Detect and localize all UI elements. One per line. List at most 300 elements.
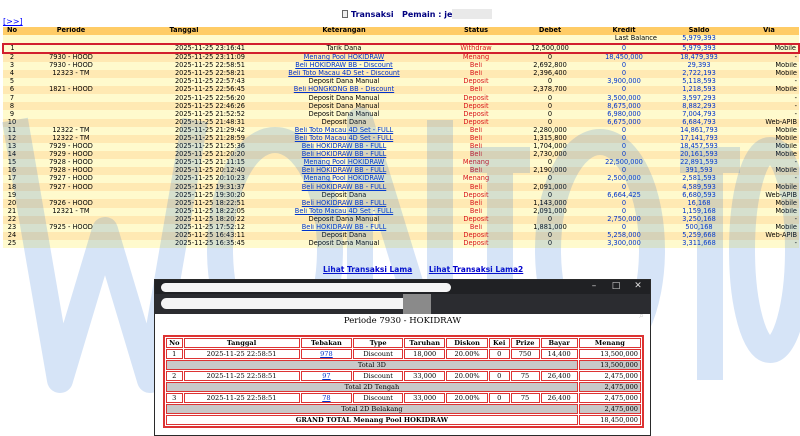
row-tanggal: 2025-11-25 19:30:20 bbox=[121, 191, 247, 199]
row-no: 12 bbox=[3, 135, 21, 143]
row-saldo: 22,891,593 bbox=[659, 159, 739, 167]
bet-tebakan[interactable]: 978 bbox=[301, 349, 353, 359]
row-kredit: 8,675,000 bbox=[589, 102, 659, 110]
bet-header-bayar: Bayar bbox=[541, 338, 578, 348]
bet-diskon: 20.00% bbox=[446, 349, 487, 359]
row-periode: 7928 - HOOD bbox=[21, 167, 121, 175]
redacted-url[interactable] bbox=[161, 298, 411, 309]
bet-header-taruhan: Taruhan bbox=[404, 338, 445, 348]
row-periode: 12323 - TM bbox=[21, 70, 121, 78]
row-periode bbox=[21, 110, 121, 118]
zoom-icon[interactable]: ⌕ bbox=[638, 311, 644, 321]
row-tanggal: 2025-11-25 20:10:23 bbox=[121, 175, 247, 183]
row-no: 25 bbox=[3, 240, 21, 248]
row-tanggal: 2025-11-25 16:35:45 bbox=[121, 240, 247, 248]
bet-taruhan: 33,000 bbox=[404, 371, 445, 381]
row-status: Beli bbox=[441, 151, 511, 159]
table-row bbox=[3, 199, 799, 207]
row-debet: 0 bbox=[511, 53, 589, 62]
row-no: 22 bbox=[3, 216, 21, 224]
row-keterangan[interactable]: Beli Toto Macau 4D Set - FULL bbox=[247, 208, 441, 216]
row-saldo: 29,393 bbox=[659, 62, 739, 70]
row-saldo: 17,141,793 bbox=[659, 135, 739, 143]
row-via: Mobile bbox=[739, 44, 799, 54]
row-keterangan[interactable]: Beli Toto Macau 4D Set - FULL bbox=[247, 127, 441, 135]
row-kredit: 6,980,000 bbox=[589, 110, 659, 118]
row-via: Mobile bbox=[739, 70, 799, 78]
bet-bayar: 26,400 bbox=[541, 371, 578, 381]
row-status: Beli bbox=[441, 86, 511, 94]
bet-total-value: 2,475,000 bbox=[579, 382, 641, 392]
row-tanggal: 2025-11-25 22:58:21 bbox=[121, 70, 247, 78]
table-header bbox=[3, 27, 799, 35]
bet-total-value: 13,500,000 bbox=[579, 360, 641, 370]
row-saldo: 7,004,793 bbox=[659, 110, 739, 118]
table-row bbox=[3, 167, 799, 175]
row-saldo: 391,593 bbox=[659, 167, 739, 175]
row-periode bbox=[21, 102, 121, 110]
row-keterangan[interactable]: Menang Pool HOKIDRAW bbox=[247, 159, 441, 167]
transaction-table bbox=[2, 27, 800, 248]
row-via: - bbox=[739, 78, 799, 86]
row-saldo: 18,457,593 bbox=[659, 143, 739, 151]
row-no: 5 bbox=[3, 78, 21, 86]
row-kredit: 0 bbox=[589, 70, 659, 78]
close-icon[interactable]: ✕ bbox=[634, 281, 642, 291]
row-no: 24 bbox=[3, 232, 21, 240]
row-status: Deposit bbox=[441, 232, 511, 240]
row-keterangan[interactable]: Beli HOKIDRAW BB - Discount bbox=[247, 62, 441, 70]
bet-prize: 75 bbox=[511, 393, 540, 403]
column-header-debet: Debet bbox=[511, 27, 589, 35]
row-saldo: 3,250,168 bbox=[659, 216, 739, 224]
row-kredit: 0 bbox=[589, 183, 659, 191]
row-keterangan[interactable]: Menang Pool HOKIDRAW bbox=[247, 53, 441, 62]
row-tanggal: 2025-11-25 18:20:22 bbox=[121, 216, 247, 224]
bet-table-header bbox=[166, 338, 641, 348]
row-status: Withdraw bbox=[441, 44, 511, 54]
bet-bayar: 26,400 bbox=[541, 393, 578, 403]
page-title: Transaksi Pemain : je bbox=[342, 9, 492, 19]
bet-header-tebakan: Tebakan bbox=[301, 338, 353, 348]
table-row bbox=[3, 86, 799, 94]
row-kredit: 0 bbox=[589, 127, 659, 135]
row-keterangan: Deposit Dana bbox=[247, 232, 441, 240]
column-header-saldo: Saldo bbox=[659, 27, 739, 35]
row-kredit: 6,675,000 bbox=[589, 119, 659, 127]
row-via: Mobile bbox=[739, 62, 799, 70]
row-keterangan: Deposit Dana Manual bbox=[247, 110, 441, 118]
row-saldo: 1,218,593 bbox=[659, 86, 739, 94]
row-via: - bbox=[739, 159, 799, 167]
row-via: Mobile bbox=[739, 86, 799, 94]
row-no: 4 bbox=[3, 70, 21, 78]
grand-total-value: 18,450,000 bbox=[579, 415, 641, 425]
grand-total-label: GRAND TOTAL Menang Pool HOKIDRAW bbox=[166, 415, 578, 425]
row-status: Beli bbox=[441, 127, 511, 135]
row-status: Deposit bbox=[441, 94, 511, 102]
row-no: 19 bbox=[3, 191, 21, 199]
row-kredit: 0 bbox=[589, 86, 659, 94]
row-status: Beli bbox=[441, 199, 511, 207]
bet-header-prize: Prize bbox=[511, 338, 540, 348]
row-debet: 1,704,000 bbox=[511, 143, 589, 151]
row-no: 2 bbox=[3, 53, 21, 62]
bet-kei: 0 bbox=[489, 349, 510, 359]
bet-no: 3 bbox=[166, 393, 183, 403]
table-row bbox=[3, 127, 799, 135]
row-tanggal: 2025-11-25 22:46:26 bbox=[121, 102, 247, 110]
row-saldo: 3,311,668 bbox=[659, 240, 739, 248]
table-row bbox=[3, 53, 799, 62]
row-periode: 1821 - HOOD bbox=[21, 86, 121, 94]
bet-total-row bbox=[166, 360, 641, 370]
row-kredit: 0 bbox=[589, 208, 659, 216]
row-via: Web-APIB bbox=[739, 191, 799, 199]
row-keterangan[interactable]: Beli HOKIDRAW BB - FULL bbox=[247, 167, 441, 175]
row-kredit: 22,500,000 bbox=[589, 159, 659, 167]
row-keterangan: Deposit Dana bbox=[247, 191, 441, 199]
row-saldo: 1,159,168 bbox=[659, 208, 739, 216]
row-tanggal: 2025-11-25 21:52:52 bbox=[121, 110, 247, 118]
row-via: - bbox=[739, 175, 799, 183]
last-balance-label: Last Balance bbox=[3, 35, 659, 44]
row-no: 8 bbox=[3, 102, 21, 110]
row-no: 15 bbox=[3, 159, 21, 167]
row-saldo: 18,479,393 bbox=[659, 53, 739, 62]
row-keterangan: Deposit Dana Manual bbox=[247, 240, 441, 248]
row-saldo: 8,882,293 bbox=[659, 102, 739, 110]
document-icon bbox=[342, 10, 348, 18]
row-tanggal: 2025-11-25 21:48:31 bbox=[121, 119, 247, 127]
column-header-status: Status bbox=[441, 27, 511, 35]
row-periode: 12321 - TM bbox=[21, 208, 121, 216]
row-debet: 12,500,000 bbox=[511, 44, 589, 54]
row-via: Mobile bbox=[739, 127, 799, 135]
row-via: Mobile bbox=[739, 199, 799, 207]
row-keterangan[interactable]: Beli HOKIDRAW BB - FULL bbox=[247, 151, 441, 159]
table-row bbox=[3, 208, 799, 216]
row-tanggal: 2025-11-25 21:11:15 bbox=[121, 159, 247, 167]
row-debet: 0 bbox=[511, 240, 589, 248]
row-no: 18 bbox=[3, 183, 21, 191]
row-debet: 1,143,000 bbox=[511, 199, 589, 207]
popup-titlebar bbox=[155, 280, 650, 294]
row-via: Mobile bbox=[739, 151, 799, 159]
row-debet: 0 bbox=[511, 94, 589, 102]
grand-total-row bbox=[166, 415, 641, 425]
row-via: Mobile bbox=[739, 183, 799, 191]
bet-row bbox=[166, 371, 641, 381]
row-via: Web-APIB bbox=[739, 119, 799, 127]
bet-kei: 0 bbox=[489, 393, 510, 403]
old-transactions-link[interactable]: Lihat Transaksi Lama bbox=[323, 265, 413, 274]
row-periode bbox=[21, 44, 121, 54]
row-debet: 0 bbox=[511, 175, 589, 183]
row-no: 21 bbox=[3, 208, 21, 216]
bet-tanggal: 2025-11-25 22:58:51 bbox=[184, 371, 300, 381]
row-status: Deposit bbox=[441, 78, 511, 86]
row-kredit: 6,664,425 bbox=[589, 191, 659, 199]
table-body bbox=[3, 35, 799, 248]
row-keterangan: Deposit Dana Manual bbox=[247, 102, 441, 110]
bet-header-kei: Kei bbox=[489, 338, 510, 348]
bet-total-label: Total 2D Belakang bbox=[166, 404, 578, 414]
row-no: 14 bbox=[3, 151, 21, 159]
row-status: Menang bbox=[441, 159, 511, 167]
bet-total-value: 2,475,000 bbox=[579, 404, 641, 414]
row-no: 10 bbox=[3, 119, 21, 127]
bet-type: Discount bbox=[353, 349, 403, 359]
bet-diskon: 20.00% bbox=[446, 371, 487, 381]
table-row bbox=[3, 44, 799, 54]
row-tanggal: 2025-11-25 23:11:09 bbox=[121, 53, 247, 62]
row-keterangan: Deposit Dana Manual bbox=[247, 216, 441, 224]
row-tanggal: 2025-11-25 18:22:51 bbox=[121, 199, 247, 207]
row-keterangan[interactable]: Beli Toto Macau 4D Set - FULL bbox=[247, 135, 441, 143]
row-no: 17 bbox=[3, 175, 21, 183]
row-status: Beli bbox=[441, 135, 511, 143]
row-tanggal: 2025-11-25 21:29:42 bbox=[121, 127, 247, 135]
table-row bbox=[3, 175, 799, 183]
row-periode: 7930 - HOOD bbox=[21, 53, 121, 62]
row-saldo: 6,684,793 bbox=[659, 119, 739, 127]
row-debet: 1,315,800 bbox=[511, 135, 589, 143]
bet-menang: 2,475,000 bbox=[579, 371, 641, 381]
redacted-block bbox=[403, 294, 431, 314]
row-periode: 7930 - HOOD bbox=[21, 62, 121, 70]
row-via: - bbox=[739, 94, 799, 102]
row-periode bbox=[21, 78, 121, 86]
row-kredit: 3,300,000 bbox=[589, 240, 659, 248]
row-debet: 0 bbox=[511, 78, 589, 86]
row-kredit: 0 bbox=[589, 224, 659, 232]
table-row bbox=[3, 78, 799, 86]
bet-header-type: Type bbox=[353, 338, 403, 348]
row-status: Menang bbox=[441, 175, 511, 183]
back-link[interactable]: [>>] bbox=[3, 17, 23, 26]
row-saldo: 5,259,668 bbox=[659, 232, 739, 240]
row-keterangan[interactable]: Beli HOKIDRAW BB - FULL bbox=[247, 143, 441, 151]
row-saldo: 3,597,293 bbox=[659, 94, 739, 102]
row-periode: 7929 - HOOD bbox=[21, 143, 121, 151]
row-saldo: 500,168 bbox=[659, 224, 739, 232]
row-debet: 0 bbox=[511, 119, 589, 127]
row-periode: 7925 - HOOD bbox=[21, 224, 121, 232]
row-debet: 0 bbox=[511, 232, 589, 240]
row-tanggal: 2025-11-25 22:56:20 bbox=[121, 94, 247, 102]
bet-kei: 0 bbox=[489, 371, 510, 381]
row-keterangan[interactable]: Beli HOKIDRAW BB - FULL bbox=[247, 183, 441, 191]
row-keterangan[interactable]: Beli HONGKONG BB - Discount bbox=[247, 86, 441, 94]
bet-taruhan: 33,000 bbox=[404, 393, 445, 403]
row-saldo: 4,589,593 bbox=[659, 183, 739, 191]
table-row bbox=[3, 119, 799, 127]
bet-menang: 2,475,000 bbox=[579, 393, 641, 403]
row-no: 3 bbox=[3, 62, 21, 70]
row-periode bbox=[21, 216, 121, 224]
row-debet: 0 bbox=[511, 102, 589, 110]
row-status: Deposit bbox=[441, 216, 511, 224]
minimize-icon[interactable]: – bbox=[591, 281, 597, 291]
row-via: - bbox=[739, 110, 799, 118]
table-row bbox=[3, 240, 799, 248]
row-status: Beli bbox=[441, 70, 511, 78]
row-tanggal: 2025-11-25 22:57:43 bbox=[121, 78, 247, 86]
player-label: Pemain : je bbox=[401, 10, 453, 19]
row-tanggal: 2025-11-25 18:22:05 bbox=[121, 208, 247, 216]
bet-total-row bbox=[166, 404, 641, 414]
row-saldo: 16,168 bbox=[659, 199, 739, 207]
row-kredit: 18,450,000 bbox=[589, 53, 659, 62]
row-no: 13 bbox=[3, 143, 21, 151]
last-balance-value: 5,979,393 bbox=[659, 35, 739, 44]
older-transactions-link[interactable]: Lihat Transaksi Lama2 bbox=[428, 265, 524, 274]
row-no: 16 bbox=[3, 167, 21, 175]
row-periode bbox=[21, 191, 121, 199]
row-keterangan: Deposit Dana bbox=[247, 119, 441, 127]
row-tanggal: 2025-11-25 21:28:59 bbox=[121, 135, 247, 143]
row-kredit: 2,750,000 bbox=[589, 216, 659, 224]
row-status: Beli bbox=[441, 224, 511, 232]
table-row bbox=[3, 135, 799, 143]
bet-diskon: 20.00% bbox=[446, 393, 487, 403]
top-bar bbox=[0, 0, 800, 26]
table-row bbox=[3, 151, 799, 159]
row-status: Beli bbox=[441, 183, 511, 191]
row-status: Beli bbox=[441, 62, 511, 70]
row-status: Deposit bbox=[441, 102, 511, 110]
row-no: 11 bbox=[3, 127, 21, 135]
row-debet: 0 bbox=[511, 216, 589, 224]
column-header-kredit: Kredit bbox=[589, 27, 659, 35]
table-row bbox=[3, 110, 799, 118]
bet-prize: 75 bbox=[511, 371, 540, 381]
row-periode: 12322 - TM bbox=[21, 127, 121, 135]
row-periode: 7929 - HOOD bbox=[21, 151, 121, 159]
table-row bbox=[3, 191, 799, 199]
row-via: - bbox=[739, 53, 799, 62]
row-via: Mobile bbox=[739, 135, 799, 143]
row-debet: 2,280,000 bbox=[511, 127, 589, 135]
row-debet: 2,730,000 bbox=[511, 151, 589, 159]
column-header-via: Via bbox=[739, 27, 799, 35]
row-kredit: 5,258,000 bbox=[589, 232, 659, 240]
row-via: Mobile bbox=[739, 143, 799, 151]
row-debet: 2,692,800 bbox=[511, 62, 589, 70]
row-periode bbox=[21, 119, 121, 127]
bet-total-label: Total 3D bbox=[166, 360, 578, 370]
row-keterangan[interactable]: Beli Toto Macau 4D Set - Discount bbox=[247, 70, 441, 78]
row-saldo: 6,680,593 bbox=[659, 191, 739, 199]
row-debet: 2,091,000 bbox=[511, 183, 589, 191]
row-via: Web-APIB bbox=[739, 232, 799, 240]
row-saldo: 5,979,393 bbox=[659, 44, 739, 54]
row-debet: 1,881,000 bbox=[511, 224, 589, 232]
row-saldo: 5,118,593 bbox=[659, 78, 739, 86]
column-header-periode: Periode bbox=[21, 27, 121, 35]
bet-tanggal: 2025-11-25 22:58:51 bbox=[184, 393, 300, 403]
bet-total-row bbox=[166, 382, 641, 392]
row-keterangan[interactable]: Beli HOKIDRAW BB - FULL bbox=[247, 224, 441, 232]
row-via: Mobile bbox=[739, 224, 799, 232]
row-status: Menang bbox=[441, 53, 511, 62]
row-saldo: 2,722,193 bbox=[659, 70, 739, 78]
bet-type: Discount bbox=[353, 371, 403, 381]
table-row bbox=[3, 94, 799, 102]
row-status: Deposit bbox=[441, 240, 511, 248]
bet-menang: 13,500,000 bbox=[579, 349, 641, 359]
bet-header-tanggal: Tanggal bbox=[184, 338, 300, 348]
row-tanggal: 2025-11-25 17:52:12 bbox=[121, 224, 247, 232]
bet-row bbox=[166, 393, 641, 403]
bet-tebakan[interactable]: 78 bbox=[301, 393, 353, 403]
row-no: 6 bbox=[3, 86, 21, 94]
bet-tebakan[interactable]: 97 bbox=[301, 371, 353, 381]
row-status: Beli bbox=[441, 167, 511, 175]
row-kredit: 0 bbox=[589, 151, 659, 159]
table-row bbox=[3, 62, 799, 70]
row-saldo: 14,861,793 bbox=[659, 127, 739, 135]
row-kredit: 3,500,000 bbox=[589, 94, 659, 102]
row-keterangan[interactable]: Beli HOKIDRAW BB - FULL bbox=[247, 199, 441, 207]
row-periode bbox=[21, 94, 121, 102]
row-status: Deposit bbox=[441, 191, 511, 199]
row-periode: 7927 - HOOD bbox=[21, 175, 121, 183]
column-header-tanggal: Tanggal bbox=[121, 27, 247, 35]
table-row bbox=[3, 70, 799, 78]
table-row bbox=[3, 102, 799, 110]
bet-no: 1 bbox=[166, 349, 183, 359]
row-via: Mobile bbox=[739, 208, 799, 216]
row-debet: 2,378,700 bbox=[511, 86, 589, 94]
bet-taruhan: 18,000 bbox=[404, 349, 445, 359]
row-via: - bbox=[739, 240, 799, 248]
bet-detail-popup bbox=[154, 279, 651, 436]
bet-table bbox=[163, 335, 644, 428]
row-via: Mobile bbox=[739, 167, 799, 175]
table-row bbox=[3, 232, 799, 240]
row-no: 23 bbox=[3, 224, 21, 232]
maximize-icon[interactable]: □ bbox=[611, 281, 621, 291]
table-row bbox=[3, 224, 799, 232]
row-no: 9 bbox=[3, 110, 21, 118]
row-saldo: 20,161,593 bbox=[659, 151, 739, 159]
row-tanggal: 2025-11-25 22:56:45 bbox=[121, 86, 247, 94]
bet-no: 2 bbox=[166, 371, 183, 381]
row-saldo: 2,581,593 bbox=[659, 175, 739, 183]
row-kredit: 0 bbox=[589, 199, 659, 207]
row-kredit: 0 bbox=[589, 44, 659, 54]
bottom-links bbox=[323, 265, 537, 274]
row-kredit: 0 bbox=[589, 135, 659, 143]
row-debet: 0 bbox=[511, 191, 589, 199]
row-kredit: 0 bbox=[589, 167, 659, 175]
row-periode bbox=[21, 240, 121, 248]
row-debet: 2,396,400 bbox=[511, 70, 589, 78]
popup-title: Periode 7930 - HOKIDRAW bbox=[343, 316, 462, 326]
row-via: - bbox=[739, 102, 799, 110]
row-kredit: 0 bbox=[589, 62, 659, 70]
bet-bayar: 14,400 bbox=[541, 349, 578, 359]
column-header-no: No bbox=[3, 27, 21, 35]
bet-tanggal: 2025-11-25 22:58:51 bbox=[184, 349, 300, 359]
row-debet: 0 bbox=[511, 159, 589, 167]
row-status: Beli bbox=[441, 143, 511, 151]
row-kredit: 0 bbox=[589, 143, 659, 151]
row-keterangan[interactable]: Menang Pool HOKIDRAW bbox=[247, 175, 441, 183]
row-no: 7 bbox=[3, 94, 21, 102]
